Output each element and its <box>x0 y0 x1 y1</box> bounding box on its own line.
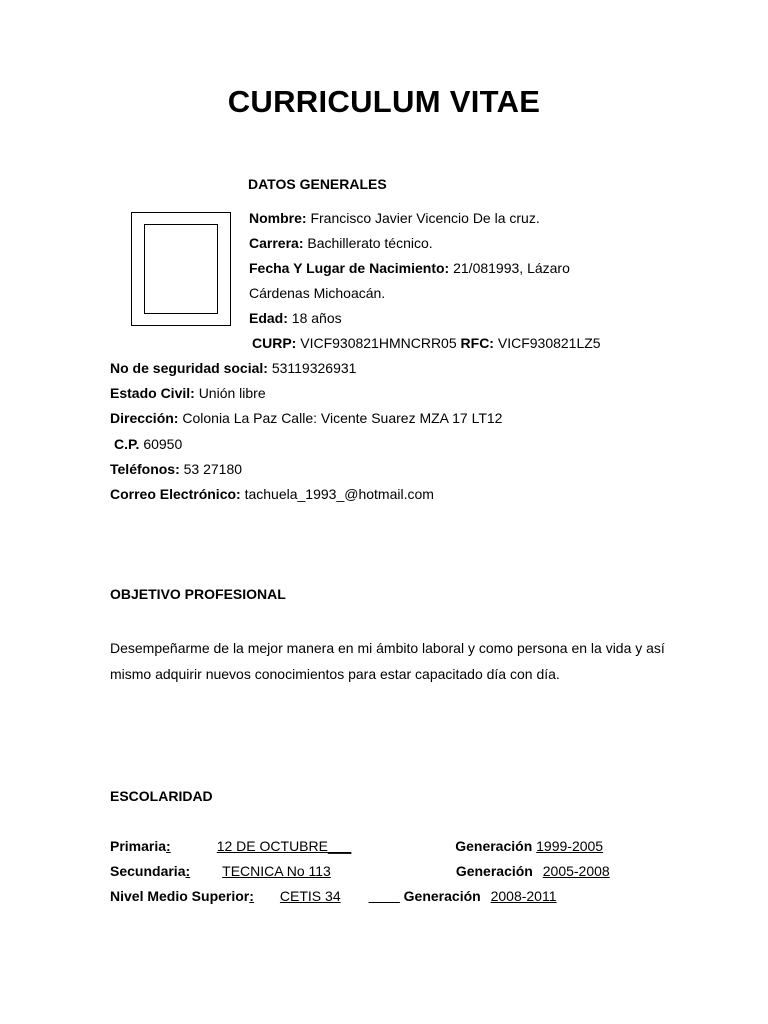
telefonos-line <box>110 460 242 478</box>
edad-line <box>249 309 342 327</box>
estado-civil-value: Unión libre <box>198 385 266 401</box>
estado-civil-line <box>110 384 266 402</box>
document-title: CURRICULUM VITAE <box>227 84 541 119</box>
photo-frame <box>144 224 218 314</box>
correo-label: Correo Electrónico: <box>110 486 241 502</box>
rfc-value: VICF930821LZ5 <box>497 335 601 351</box>
telefonos-label: Teléfonos: <box>110 461 180 477</box>
direccion-value: Colonia La Paz Calle: Vicente Suarez MZA 17 LT12 <box>182 410 503 426</box>
secundaria-label: Secundaria <box>110 863 186 879</box>
fecha-value-cont: Cárdenas Michoacán. <box>249 285 386 301</box>
carrera-value: Bachillerato técnico. <box>307 235 433 251</box>
secundaria-gen: 2005-2008 <box>542 863 610 879</box>
nss-value: 53119326931 <box>271 360 357 376</box>
cp-label: C.P. <box>114 436 140 452</box>
primaria-gen-label: Generación <box>455 838 533 854</box>
estado-civil-label: Estado Civil: <box>110 385 195 401</box>
medio-gen: 2008-2011 <box>490 888 557 904</box>
curp-label: CURP: <box>252 335 297 351</box>
cp-value: 60950 <box>143 436 183 452</box>
curp-value: VICF930821HMNCRR05 <box>300 335 457 351</box>
rfc-label: RFC: <box>460 335 494 351</box>
medio-label: Nivel Medio Superior <box>110 888 250 904</box>
cp-line <box>114 435 182 453</box>
nombre-value: Francisco Javier Vicencio De la cruz. <box>310 210 540 226</box>
fecha-label: Fecha Y Lugar de Nacimiento: <box>249 260 450 276</box>
secundaria-row: Secundaria: TECNICA No 113 Generación 2005-2008 <box>110 863 610 879</box>
carrera-line <box>249 234 433 252</box>
secundaria-gen-label: Generación <box>455 863 533 879</box>
curp-rfc-line <box>252 334 601 352</box>
secundaria-school: TECNICA No 113 <box>222 863 331 879</box>
photo-placeholder <box>131 212 231 326</box>
nombre-line <box>249 209 540 227</box>
carrera-label: Carrera: <box>249 235 304 251</box>
medio-gen-label: Generación <box>403 888 481 904</box>
objetivo-text: Desempeñarme de la mejor manera en mi ámbito laboral y como persona en la vida y así mismo adquirir nuevos conocimientos para estar capacitado día con día. <box>110 640 665 682</box>
nss-label: No de seguridad social: <box>110 360 268 376</box>
medio-row: Nivel Medio Superior: CETIS 34 ____ Generación 2008-2011 <box>110 888 557 904</box>
edad-value: 18 años <box>291 310 342 326</box>
nss-line <box>110 359 356 377</box>
medio-school: CETIS 34 <box>279 888 341 904</box>
primaria-gen: 1999-2005 <box>536 838 604 854</box>
direccion-line <box>110 409 502 427</box>
primaria-label: Primaria <box>110 838 167 854</box>
fecha-value: 21/081993, Lázaro <box>453 260 570 276</box>
fecha-line <box>249 259 570 277</box>
fecha-line-cont <box>249 284 385 302</box>
escolaridad-heading: ESCOLARIDAD <box>110 788 213 804</box>
direccion-label: Dirección: <box>110 410 179 426</box>
datos-generales-heading: DATOS GENERALES <box>248 176 387 192</box>
telefonos-value: 53 27180 <box>183 461 243 477</box>
nombre-label: Nombre: <box>249 210 307 226</box>
edad-label: Edad: <box>249 310 288 326</box>
correo-line <box>110 485 434 503</box>
correo-value: tachuela_1993_@hotmail.com <box>244 486 434 502</box>
objetivo-heading: OBJETIVO PROFESIONAL <box>110 586 286 602</box>
primaria-row: Primaria: 12 DE OCTUBRE___ Generación 1999-2005 <box>110 838 604 854</box>
primaria-school: 12 DE OCTUBRE <box>216 838 328 854</box>
